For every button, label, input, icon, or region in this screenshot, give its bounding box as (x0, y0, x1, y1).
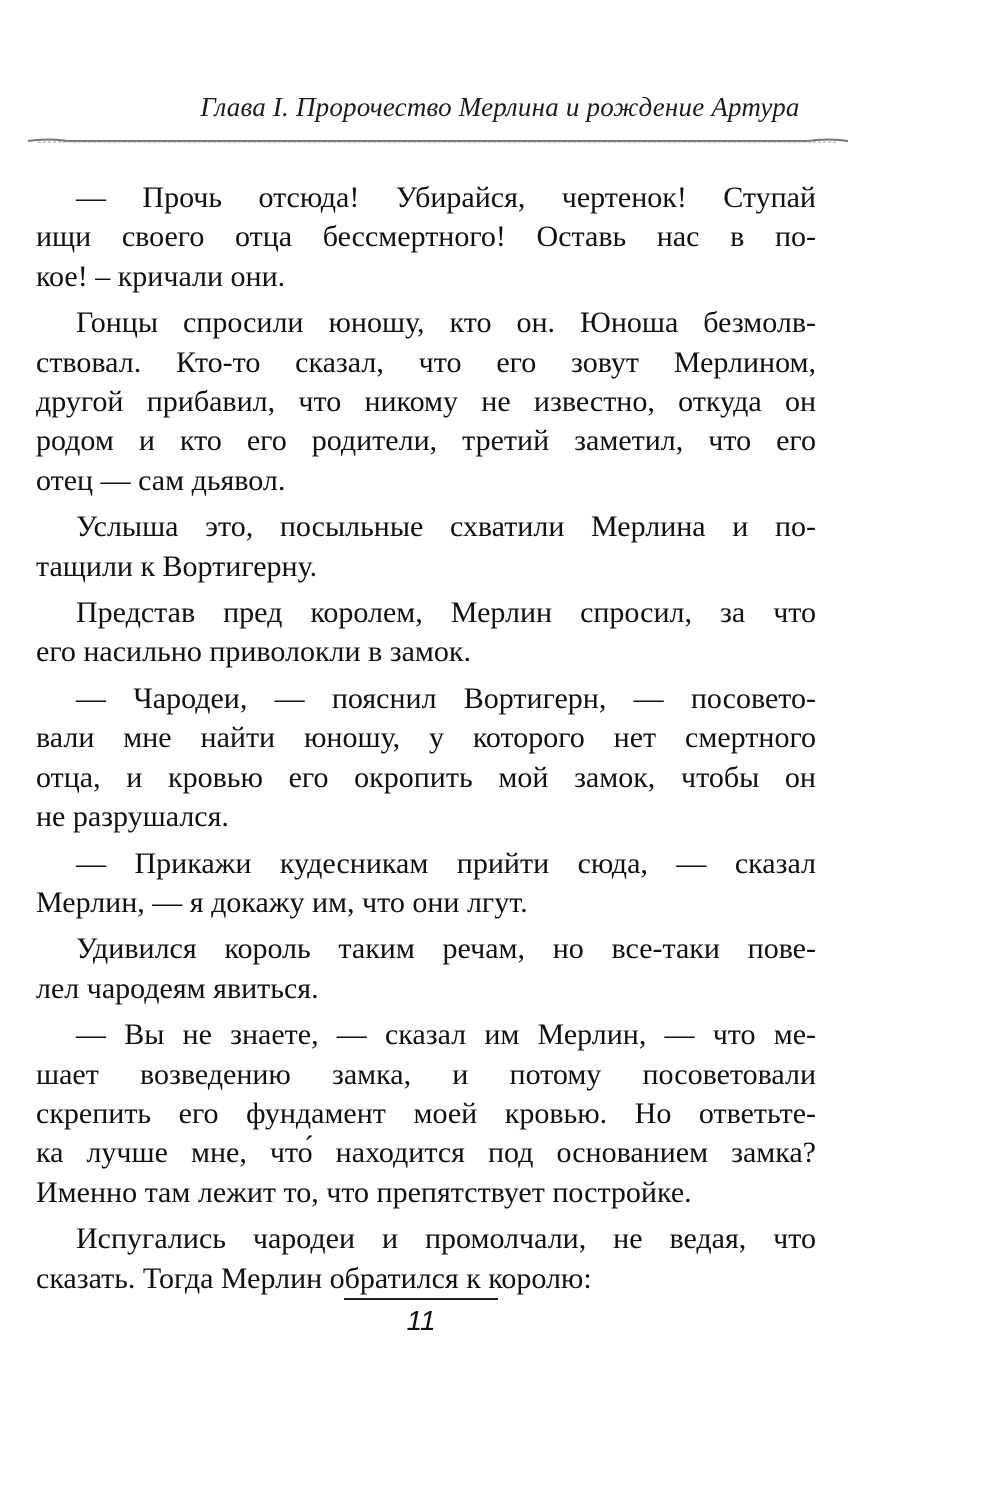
text-line: — Вы не знаете, — сказал им Мерлин, — что ме- (76, 1018, 816, 1052)
text-line: Удивился король таким речам, но все-таки пове- (76, 932, 816, 966)
running-head: Глава I. Пророчество Мерлина и рождение Артура (200, 92, 800, 122)
paragraph (36, 1219, 816, 1298)
text-line: Испугались чародеи и промолчали, не ведая, что (76, 1222, 816, 1256)
paragraph (36, 303, 816, 500)
paragraph (36, 507, 816, 586)
text-line: шает возведению замка, и потому посоветовали (36, 1057, 816, 1091)
text-line: Услыша это, посыльные схватили Мерлина и по- (76, 510, 816, 544)
paragraph (36, 844, 816, 923)
text-line: ищи своего отца бессмертного! Оставь нас в по- (36, 220, 816, 254)
paragraph (36, 1015, 816, 1212)
text-line: ка лучше мне, что́ находится под основанием замка? (36, 1136, 816, 1170)
text-line: — Прочь отсюда! Убирайся, чертенок! Ступай (76, 181, 816, 214)
text-line: Гонцы спросили юношу, кто он. Юноша безмолв- (76, 306, 816, 340)
text-line: отец — сам дьявол. (36, 463, 286, 497)
text-line: скрепить его фундамент моей кровью. Но ответьте- (36, 1096, 816, 1130)
text-line: сказать. Тогда Мерлин обратился к королю: (36, 1261, 592, 1295)
page-number: 11 (406, 1305, 436, 1336)
footer-rule (344, 1298, 498, 1300)
text-line: отца, и кровью его окропить мой замок, чтобы он (36, 760, 816, 794)
text-line: лел чародеям явиться. (36, 971, 319, 1005)
text-line: Представ пред королем, Мерлин спросил, за что (76, 596, 816, 630)
text-line: кое! – кричали они. (36, 259, 286, 293)
text-line: тащили к Вортигерну. (36, 549, 318, 583)
text-line: не разрушался. (36, 800, 229, 834)
text-line: вали мне найти юношу, у которого нет смертного (36, 721, 816, 755)
paragraph (36, 929, 816, 1008)
text-line: — Чародеи, — пояснил Вортигерн, — посовето- (76, 681, 816, 715)
text-line: его насильно приволокли в замок. (36, 635, 471, 669)
text-line: Именно там лежит то, что препятствует постройке. (36, 1175, 692, 1209)
paragraph (36, 679, 816, 837)
header-ornamental-rule (28, 138, 848, 144)
text-line: ствовал. Кто-то сказал, что его зовут Мерлином, (36, 345, 816, 379)
text-line: родом и кто его родители, третий заметил, что его (36, 424, 816, 458)
text-line: Мерлин, — я докажу им, что они лгут. (36, 885, 528, 919)
paragraph (36, 178, 816, 296)
body-text (36, 178, 816, 1305)
text-line: — Прикажи кудесникам прийти сюда, — сказал (76, 846, 816, 880)
paragraph (36, 593, 816, 672)
text-line: другой прибавил, что никому не известно, откуда он (36, 385, 816, 419)
